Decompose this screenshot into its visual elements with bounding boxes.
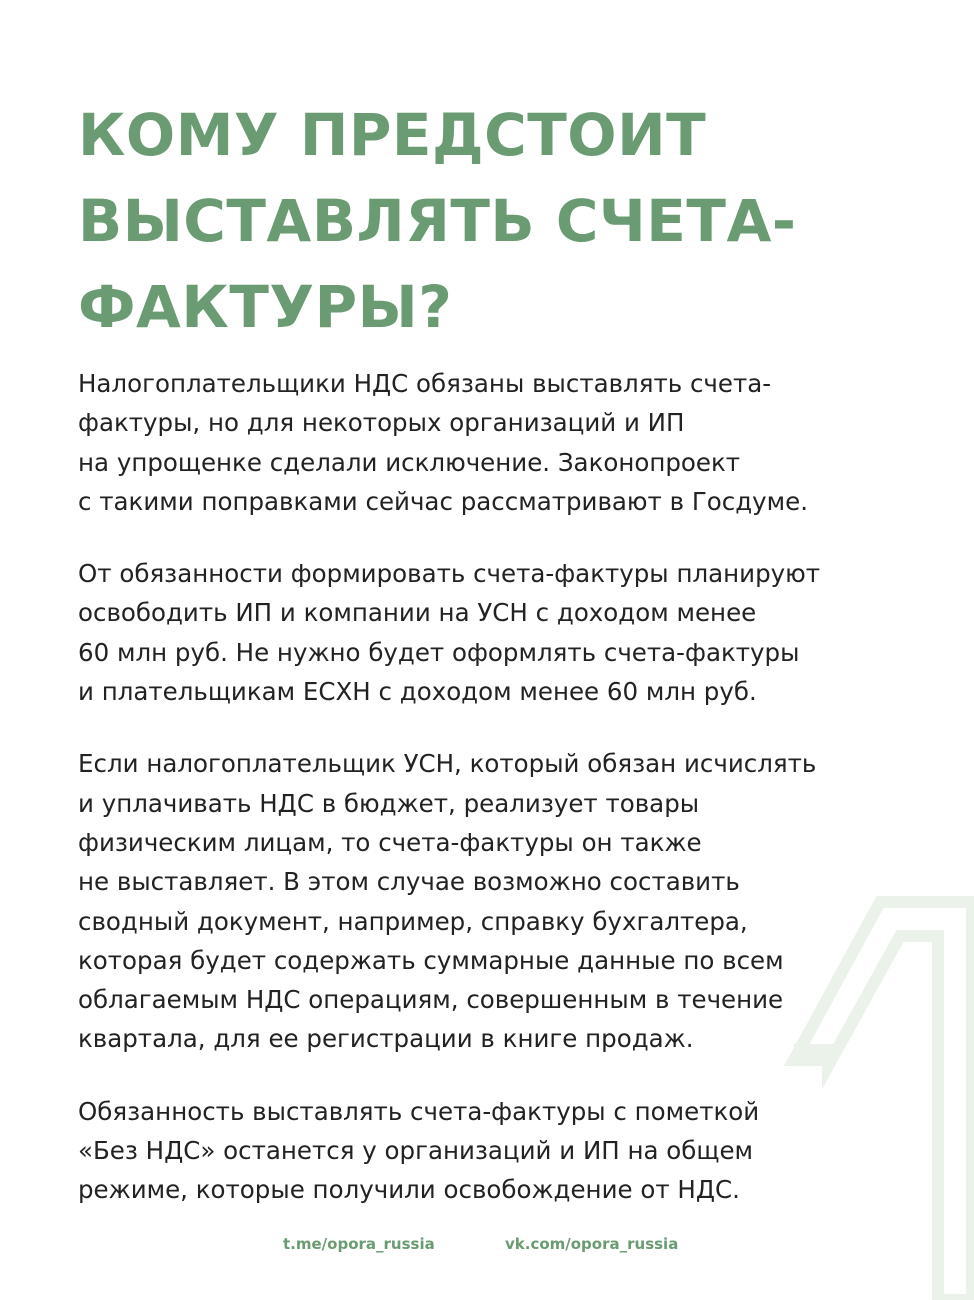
vk-link[interactable]: vk.com/opora_russia — [505, 1235, 679, 1253]
paragraph-2: От обязанности формировать счета-фактуры планируют освободить ИП и компании на УСН с доходом менее 60 млн руб. Не нужно будет оформлять счета-фактуры и плательщикам ЕСХН с доходом менее 60 млн руб. — [78, 559, 821, 707]
page-title — [78, 92, 898, 350]
paragraph-3: Если налогоплательщик УСН, который обязан исчислять и уплачивать НДС в бюджет, реализует товары физическим лицам, то счета-фактуры он также не выставляет. В этом случае возможно составить сводный документ, например, справку бухгалтера, которая будет содержать суммарные данные по всем облагаемым НДС операциям, совершенным в течение квартала, для ее регистрации в книге продаж. — [78, 749, 817, 1054]
paragraph-1: Налогоплательщики НДС обязаны выставлять счета- фактуры, но для некоторых организаций и ИП на упрощенке сделали исключение. Законопроект с такими поправками сейчас рассматривают в Госдуме. — [78, 369, 808, 516]
footer — [0, 1235, 974, 1259]
title-text: КОМУ ПРЕДСТОИТ ВЫСТАВЛЯТЬ СЧЕТА- ФАКТУРЫ? — [78, 101, 797, 341]
article-body — [78, 364, 898, 1243]
paragraph-4: Обязанность выставлять счета-фактуры с пометкой «Без НДС» останется у организаций и ИП на общем режиме, которые получили освобождение от НДС. — [78, 1096, 760, 1205]
telegram-link[interactable]: t.me/opora_russia — [283, 1235, 435, 1253]
